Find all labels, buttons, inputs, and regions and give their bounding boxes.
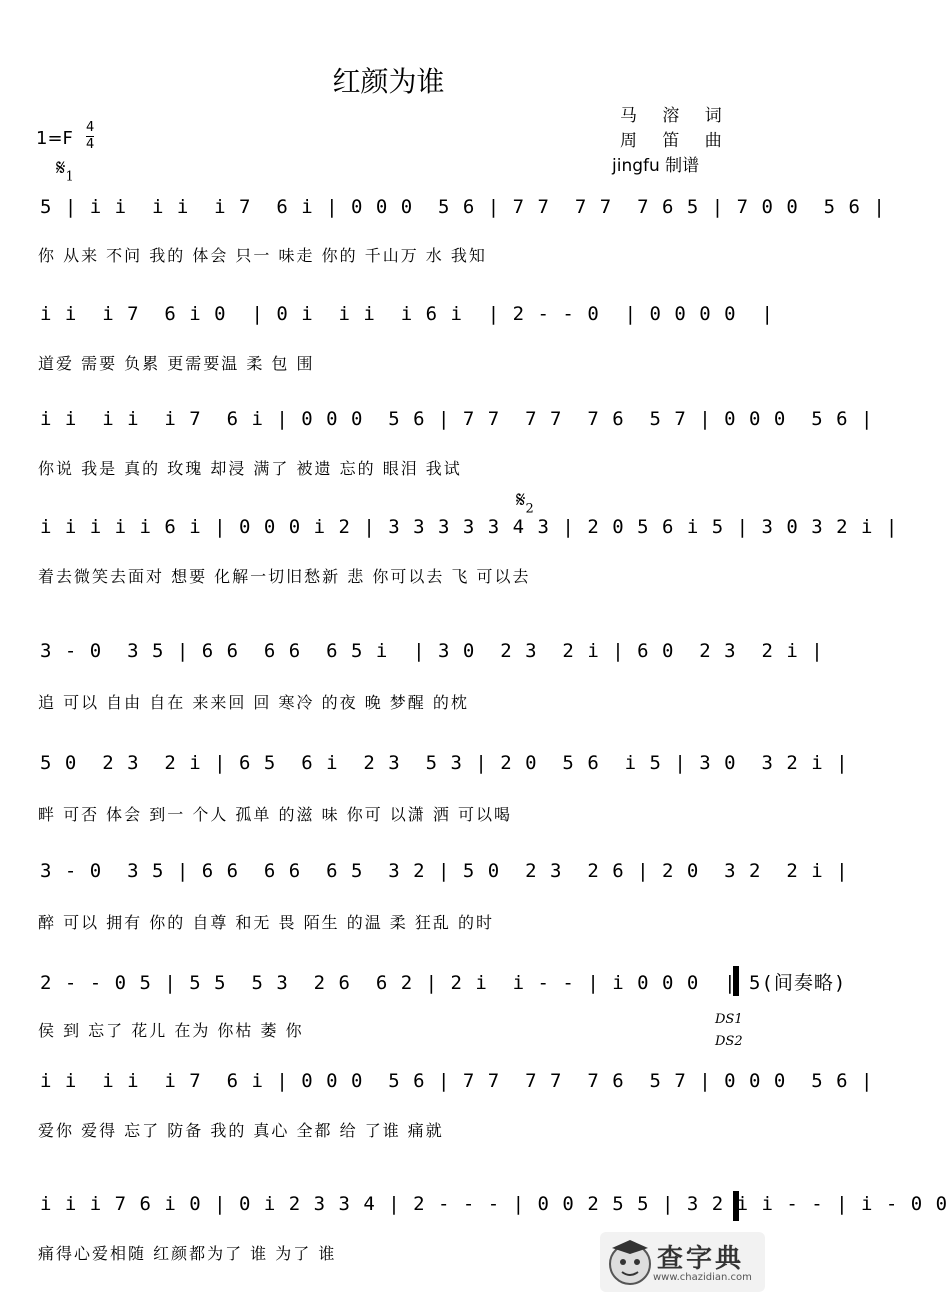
score-row-6: 5 0 2 3 2 i | 6 5 6 i 2 3 5 3 | 2 0 5 6 i 5 | 3 0 3 2 i | (40, 752, 849, 774)
lyric-row-4: 着去微笑去面对 想要 化解一切旧愁新 悲 你可以去 飞 可以去 (38, 567, 531, 586)
logo-text: 查字典 (657, 1244, 745, 1274)
repeat-barline (733, 966, 739, 996)
score-row-5: 3 - 0 3 5 | 6 6 6 6 6 5 i | 3 0 2 3 2 i | 6 0 2 3 2 i | (40, 640, 824, 662)
lyric-row-3: 你说 我是 真的 玫瑰 却浸 满了 被遗 忘的 眼泪 我试 (38, 459, 462, 478)
credits (612, 104, 732, 179)
key-signature: 1=F (36, 128, 73, 149)
score-row-10: i i i 7 6 i 0 | 0 i 2 3 3 4 | 2 - - - | 0 0 2 5 5 | 3 2 i i - - | i - 0 0 (40, 1193, 948, 1215)
score-row-8: 2 - - 0 5 | 5 5 5 3 2 6 6 2 | 2 i i - - | i 0 0 0 | 5(间奏略) (40, 972, 847, 994)
transcriber: jingfu 制谱 (612, 156, 700, 176)
score-row-3: i i i i i 7 6 i | 0 0 0 5 6 | 7 7 7 7 7 6 5 7 | 0 0 0 5 6 | (40, 408, 874, 430)
score-row-1: 5 | i i i i i 7 6 i | 0 0 0 5 6 | 7 7 7 7 7 6 5 | 7 0 0 5 6 | (40, 196, 886, 218)
final-barline (733, 1191, 739, 1221)
lyric-row-10: 痛得心爱相随 红颜都为了 谁 为了 谁 (38, 1244, 337, 1263)
score-row-4: i i i i i 6 i | 0 0 0 i 2 | 3 3 3 3 3 4 3 | 2 0 5 6 i 5 | 3 0 3 2 i | (40, 516, 899, 538)
ds1-marking: DS1 (715, 1012, 743, 1027)
time-signature: 4 4 (86, 120, 95, 152)
score-row-9: i i i i i 7 6 i | 0 0 0 5 6 | 7 7 7 7 7 6 5 7 | 0 0 0 5 6 | (40, 1070, 874, 1092)
composer: 周 笛 曲 (620, 131, 732, 151)
song-title: 红颜为谁 (332, 65, 445, 98)
lyric-row-9: 爱你 爱得 忘了 防备 我的 真心 全都 给 了谁 痛就 (38, 1121, 444, 1140)
lyric-row-5: 追 可以 自由 自在 来来回 回 寒冷 的夜 晚 梦醒 的枕 (38, 693, 469, 712)
lyricist: 马 溶 词 (620, 106, 732, 126)
logo-url: www.chazidian.com (653, 1272, 752, 1283)
lyric-row-7: 醉 可以 拥有 你的 自尊 和无 畏 陌生 的温 柔 狂乱 的时 (38, 913, 494, 932)
lyric-row-1: 你 从来 不问 我的 体会 只一 味走 你的 千山万 水 我知 (38, 246, 487, 265)
lyric-row-2: 道爱 需要 负累 更需要温 柔 包 围 (38, 354, 315, 373)
lyric-row-6: 畔 可否 体会 到一 个人 孤单 的滋 味 你可 以潇 洒 可以喝 (38, 805, 512, 824)
score-row-2: i i i 7 6 i 0 | 0 i i i i 6 i | 2 - - 0 | 0 0 0 0 | (40, 303, 774, 325)
ds2-marking: DS2 (715, 1034, 743, 1049)
score-row-7: 3 - 0 3 5 | 6 6 6 6 6 5 3 2 | 5 0 2 3 2 6 | 2 0 3 2 2 i | (40, 860, 849, 882)
segno-1-icon: $𝄋_1$ (56, 156, 74, 185)
lyric-row-8: 侯 到 忘了 花儿 在为 你枯 萎 你 (38, 1021, 304, 1040)
segno-2-icon: $𝄋_2$ (516, 488, 534, 517)
